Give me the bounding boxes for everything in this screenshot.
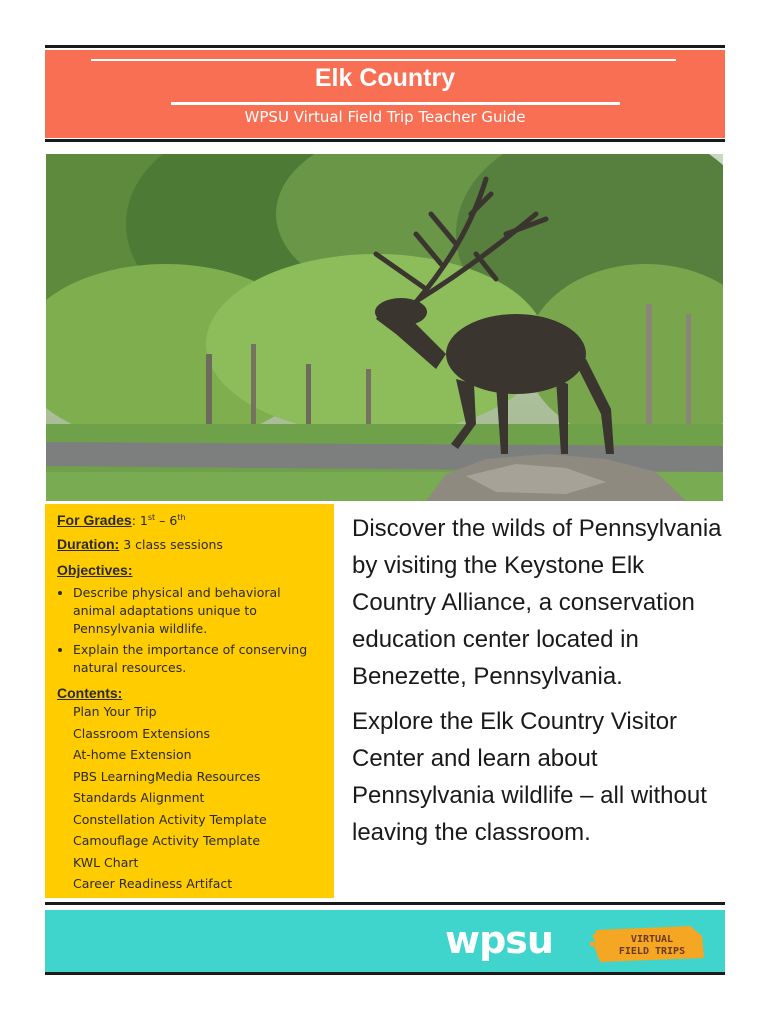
virtual-field-trips-badge bbox=[590, 916, 710, 968]
objectives-list bbox=[57, 584, 324, 677]
header-bottom-rule bbox=[45, 139, 725, 142]
objectives-section bbox=[57, 562, 324, 677]
grades-row: For Grades: 1st – 6th bbox=[57, 512, 186, 528]
footer-top-rule bbox=[45, 902, 725, 905]
footer-banner bbox=[45, 910, 725, 972]
intro-paragraph-2: Explore the Elk Country Visitor Center and learn about Pennsylvania wildlife – all without leaving the classroom. bbox=[352, 708, 707, 846]
contents-item: Constellation Activity Template bbox=[73, 811, 267, 827]
contents-item: At-home Extension bbox=[73, 747, 192, 762]
grades-end: 6 bbox=[169, 513, 178, 528]
objectives-label: Objectives: bbox=[57, 562, 133, 578]
grades-dash: – bbox=[155, 513, 170, 528]
grades-start-sup: st bbox=[147, 512, 156, 522]
grades-start: 1 bbox=[139, 513, 148, 528]
list-item: • Describe physical and behavioral animal adaptations unique to Pennsylvania wildlife. bbox=[73, 584, 324, 638]
wpsu-logo: wpsu bbox=[445, 918, 553, 962]
contents-section bbox=[57, 685, 324, 895]
elk-statue-photo bbox=[46, 154, 723, 501]
contents-item: Plan Your Trip bbox=[73, 704, 157, 719]
contents-label: Contents: bbox=[57, 685, 123, 701]
badge-line-1: VIRTUAL bbox=[630, 934, 674, 945]
header-banner bbox=[45, 50, 725, 138]
contents-item: KWL Chart bbox=[73, 854, 139, 870]
sidebar-panel bbox=[45, 504, 334, 898]
contents-item: PBS LearningMedia Resources bbox=[73, 768, 261, 784]
intro-paragraph-1: Discover the wilds of Pennsylvania by visiting the Keystone Elk Country Alliance, a conservation education center located in Benezette, Pennsylvania. bbox=[352, 515, 722, 690]
top-rule bbox=[45, 45, 725, 48]
badge-line-2: FIELD TRIPS bbox=[618, 946, 686, 957]
grades-end-sup: th bbox=[177, 512, 186, 522]
contents-item: Standards Alignment bbox=[73, 790, 205, 805]
intro-text bbox=[352, 510, 724, 859]
duration-label: Duration: bbox=[57, 536, 120, 552]
header-top-line bbox=[91, 59, 676, 61]
contents-item: Career Readiness Artifact bbox=[73, 876, 233, 891]
header-divider bbox=[171, 102, 620, 105]
page-subtitle: WPSU Virtual Field Trip Teacher Guide bbox=[244, 108, 526, 126]
contents-item: Camouflage Activity Template bbox=[73, 833, 261, 848]
contents-item: Classroom Extensions bbox=[73, 725, 211, 741]
duration-value: 3 class sessions bbox=[123, 537, 223, 552]
duration-row bbox=[57, 536, 324, 552]
bottom-rule bbox=[45, 972, 725, 975]
list-item: • Explain the importance of conserving natural resources. bbox=[73, 641, 324, 677]
grades-label: For Grades bbox=[57, 512, 132, 528]
page-title: Elk Country bbox=[314, 64, 456, 92]
